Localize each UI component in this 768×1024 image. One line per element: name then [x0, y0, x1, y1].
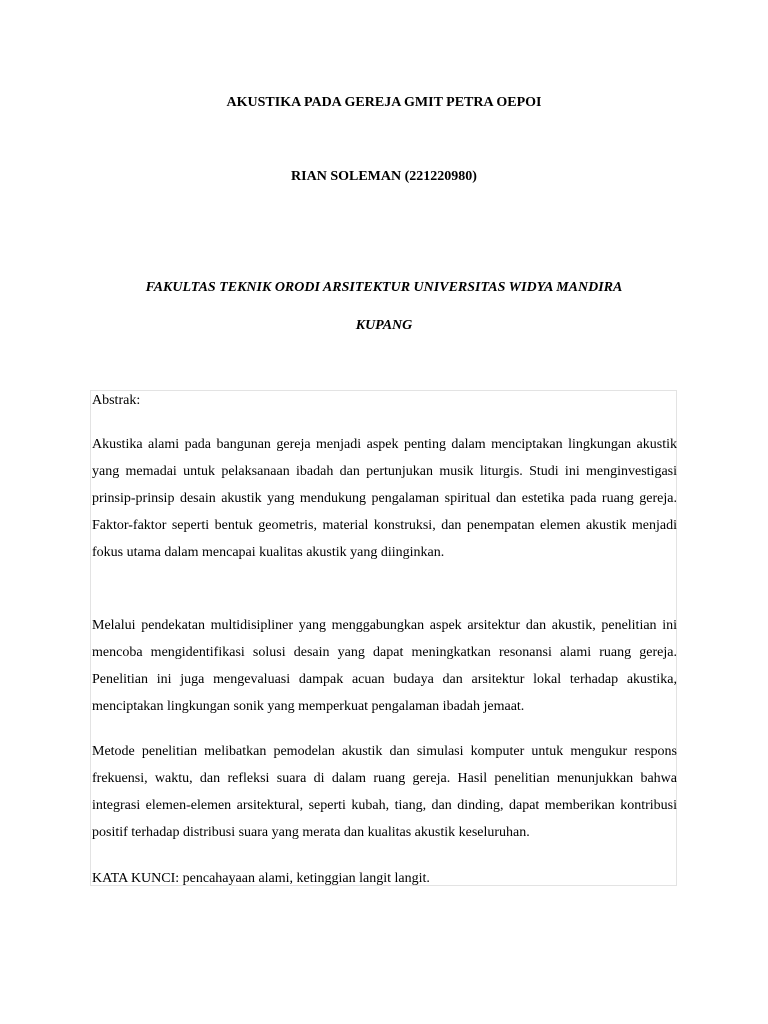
abstract-box	[90, 390, 677, 886]
abstract-paragraph-1: Akustika alami pada bangunan gereja menjadi aspek penting dalam menciptakan lingkungan akustik yang memadai untuk pelaksanaan ibadah dan pertunjukan musik liturgis. Studi ini menginvestigasi prinsip-prinsip desain akustik yang mendukung pengalaman spiritual dan estetika pada ruang gereja. Faktor-faktor seperti bentuk geometris, material konstruksi, dan penempatan elemen akustik menjadi fokus utama dalam mencapai kualitas akustik yang diinginkan.	[92, 437, 677, 560]
affiliation-line-2: KUPANG	[355, 318, 413, 333]
abstract-label: Abstrak:	[92, 393, 141, 408]
document-title: AKUSTIKA PADA GEREJA GMIT PETRA OEPOI	[226, 95, 542, 110]
abstract-paragraph-2: Melalui pendekatan multidisipliner yang menggabungkan aspek arsitektur dan akustik, penelitian ini mencoba mengidentifikasi solusi desain yang dapat meningkatkan resonansi alami ruang gereja. Penelitian ini juga mengevaluasi dampak acuan budaya dan arsitektur lokal terhadap akustika, menciptakan lingkungan sonik yang memperkuat pengalaman ibadah jemaat.	[92, 618, 677, 714]
author-line: RIAN SOLEMAN (221220980)	[291, 169, 477, 184]
affiliation-line-1: FAKULTAS TEKNIK ORODI ARSITEKTUR UNIVERSITAS WIDYA MANDIRA	[145, 280, 623, 295]
keywords-line: KATA KUNCI: pencahayaan alami, ketinggian langit langit.	[92, 871, 430, 886]
abstract-paragraph-3: Metode penelitian melibatkan pemodelan akustik dan simulasi komputer untuk mengukur respons frekuensi, waktu, dan refleksi suara di dalam ruang gereja. Hasil penelitian menunjukkan bahwa integrasi elemen-elemen arsitektural, seperti kubah, tiang, dan dinding, dapat memberikan kontribusi positif terhadap distribusi suara yang merata dan kualitas akustik keseluruhan.	[92, 744, 677, 840]
